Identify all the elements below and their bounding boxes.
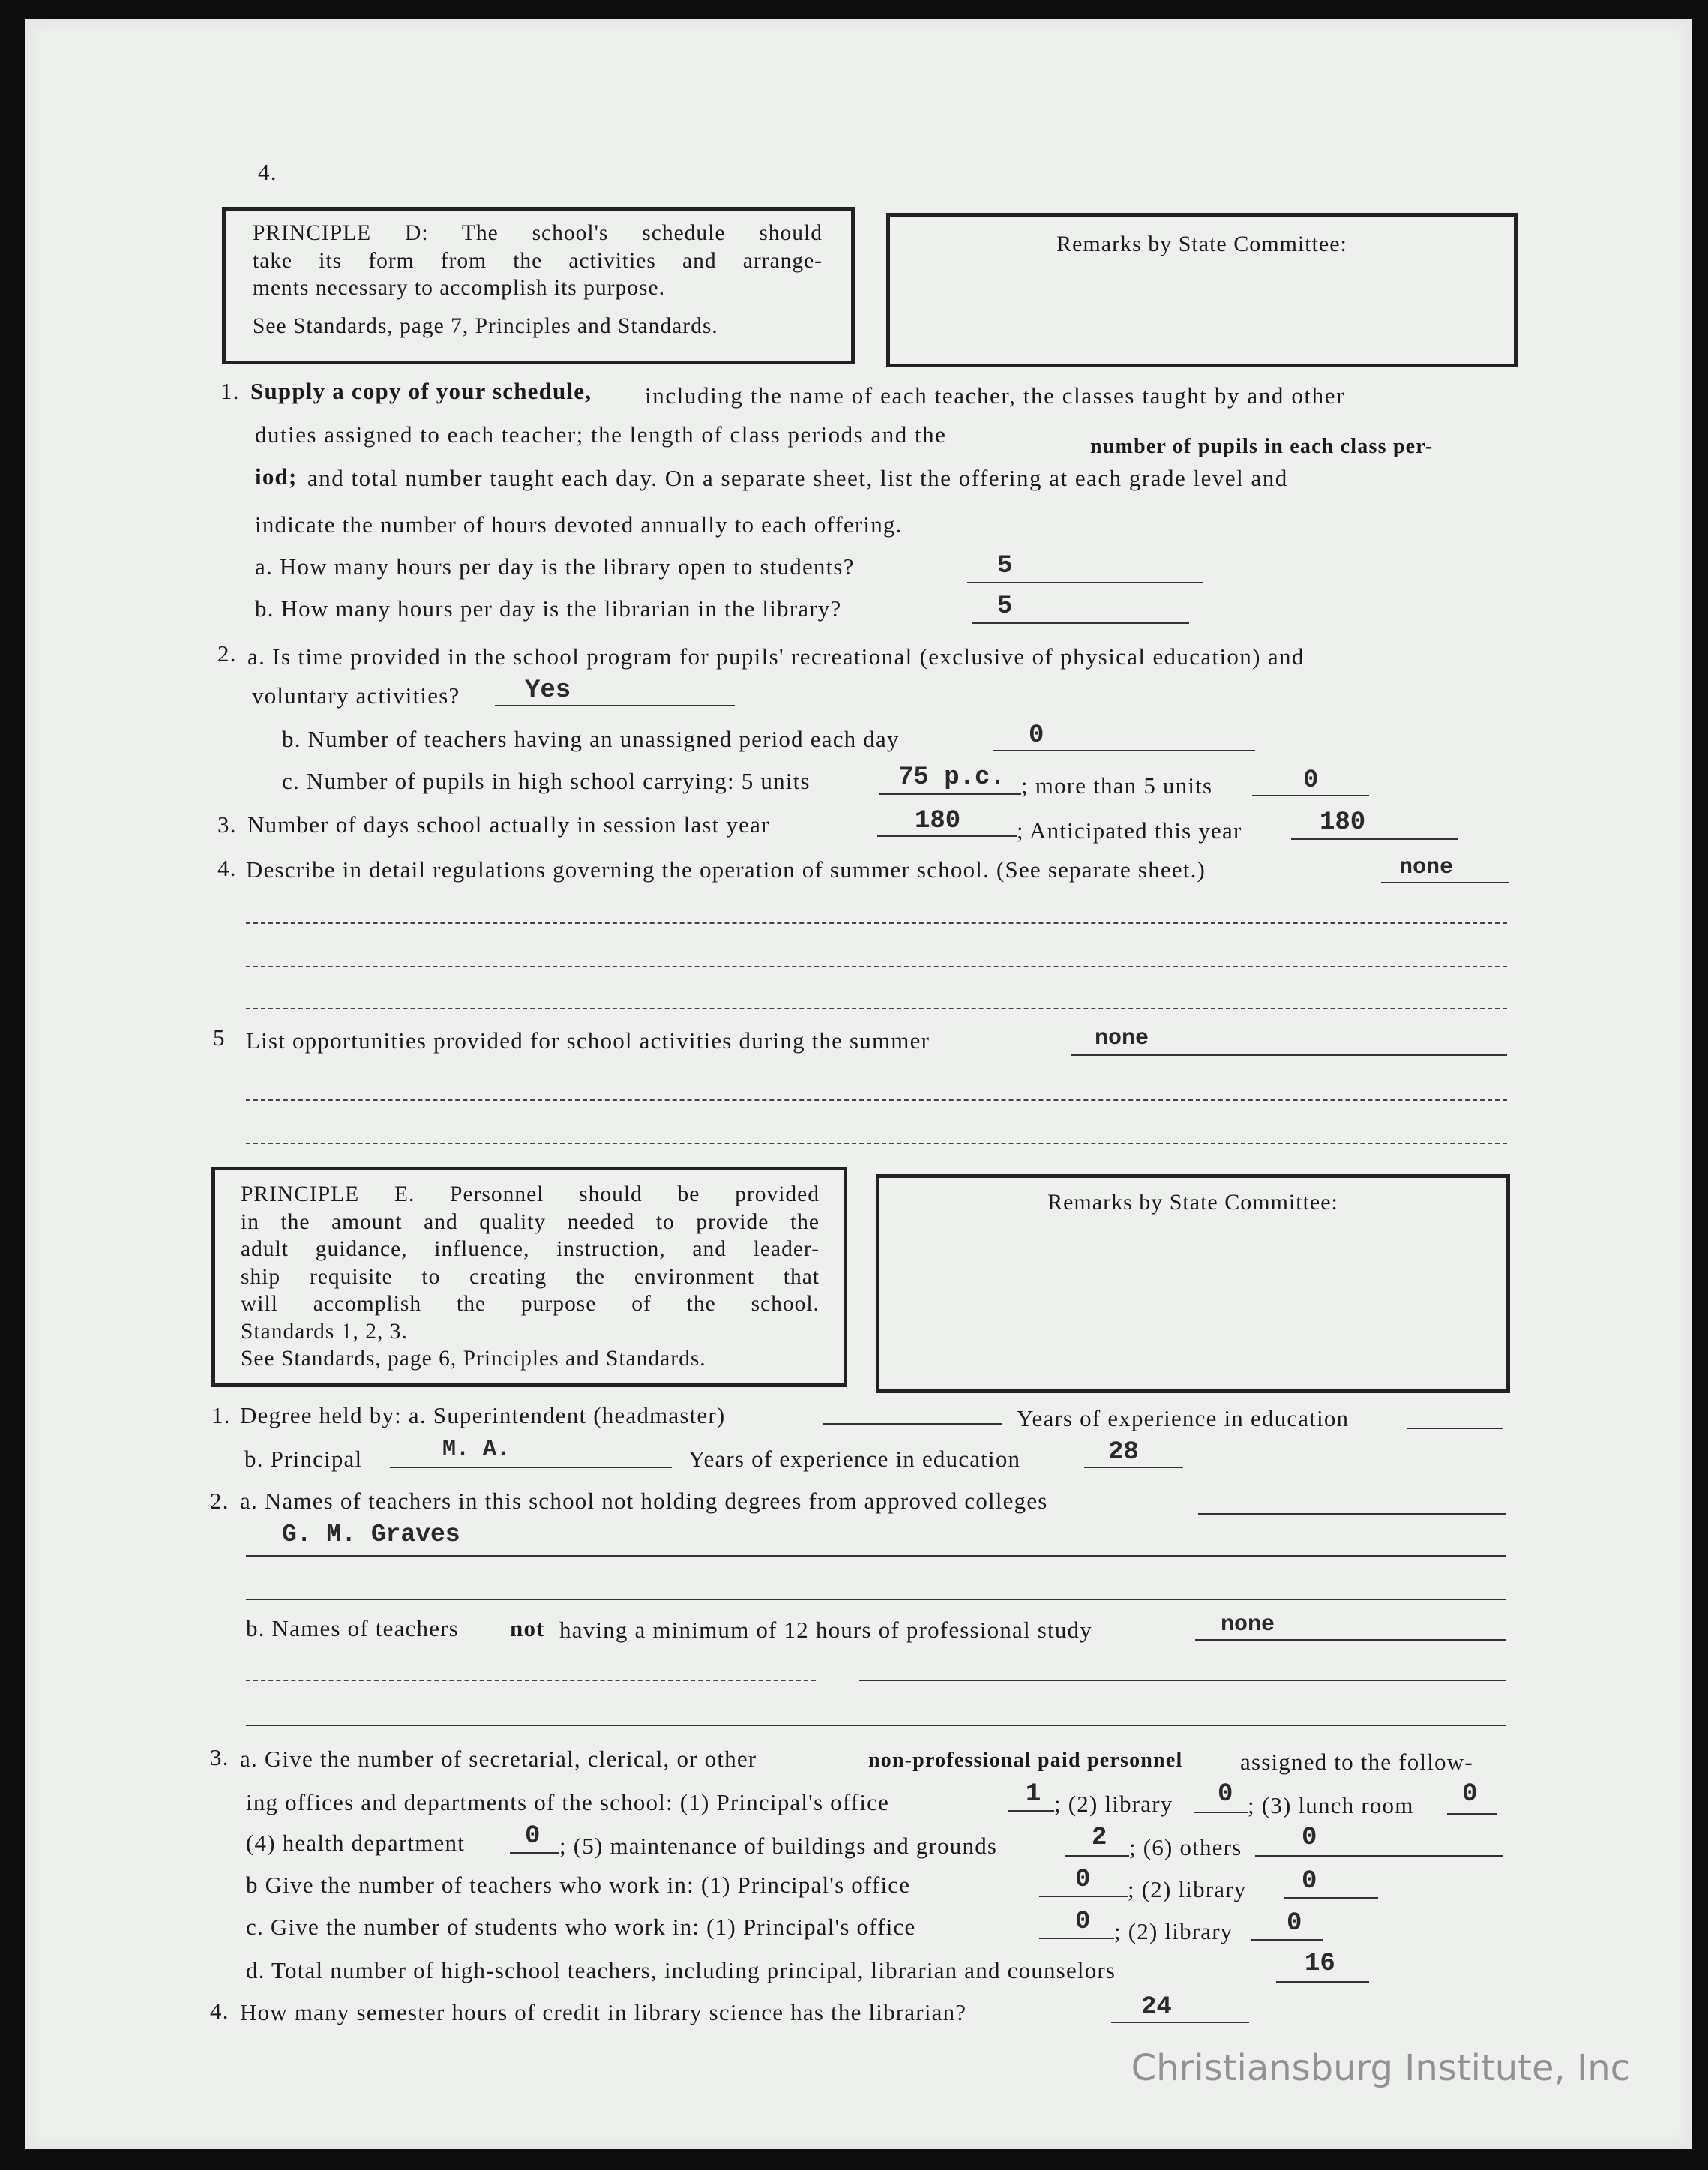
answer-line [246, 922, 1507, 924]
remarks-label: Remarks by State Committee: [1047, 1190, 1338, 1215]
e-q2a-answer[interactable]: G. M. Graves [282, 1521, 460, 1548]
remarks-box-e [876, 1174, 1510, 1393]
q1a-label: a. How many hours per day is the library open to students? [255, 553, 855, 580]
answer-line [1276, 1981, 1369, 1983]
e-q1b-years-label: Years of experience in education [688, 1446, 1021, 1472]
answer-line [972, 622, 1189, 624]
question-number: 2. [217, 640, 237, 667]
q1a-answer[interactable]: 5 [997, 552, 1013, 580]
q2c-answer-more-units[interactable]: 0 [1303, 766, 1319, 795]
answer-line [1111, 2022, 1249, 2023]
principle-e-box [211, 1167, 847, 1387]
watermark: Christiansburg Institute, Inc [1131, 2047, 1630, 2089]
e-q2b-label-rest: having a minimum of 12 hours of professional study [559, 1617, 1092, 1643]
q2a-answer[interactable]: Yes [525, 676, 571, 705]
page-number: 4. [258, 159, 277, 185]
answer-line [1039, 1938, 1114, 1939]
e-q1b-degree[interactable]: M. A. [442, 1437, 511, 1462]
q3-anticipated-label: ; Anticipated this year [1017, 817, 1242, 844]
principle-d-line: See Standards, page 7, Principles and Standards. [253, 313, 718, 338]
e-q3a-label-start: a. Give the number of secretarial, clerical, or other [240, 1746, 757, 1772]
answer-line [246, 1143, 1507, 1144]
e-q4-label: How many semester hours of credit in library science has the librarian? [240, 1999, 967, 2025]
e-q4-answer[interactable]: 24 [1141, 1993, 1172, 2022]
e-q3b-principal[interactable]: 0 [1075, 1866, 1091, 1894]
q2c-answer-5-units[interactable]: 75 p.c. [898, 763, 1005, 792]
q4-label: Describe in detail regulations governing the operation of summer school. (See separate sheet.) [246, 856, 1206, 883]
q3-label: Number of days school actually in session last year [247, 811, 770, 838]
answer-line [1198, 1513, 1506, 1515]
answer-line [246, 1555, 1506, 1557]
e-q3a-health-label: (4) health department [246, 1830, 466, 1856]
principle-e-line: Standards 1, 2, 3. [241, 1319, 408, 1344]
q5-label: List opportunities provided for school activities during the summer [246, 1027, 930, 1054]
answer-line [246, 1099, 1507, 1101]
question-number: 3. [210, 1744, 229, 1770]
answer-line [246, 1725, 1506, 1726]
question-number: 2. [210, 1488, 229, 1514]
e-q3b-library[interactable]: 0 [1302, 1867, 1317, 1896]
q5-answer[interactable]: none [1095, 1026, 1149, 1051]
answer-line [1084, 1467, 1183, 1468]
answer-line [246, 1008, 1507, 1009]
e-q3a-maintenance-label: ; (5) maintenance of buildings and grounds [559, 1833, 998, 1859]
answer-line [1284, 1897, 1378, 1899]
q3-answer-last-year[interactable]: 180 [915, 807, 961, 835]
e-q3a-principal-office[interactable]: 1 [1026, 1780, 1041, 1809]
answer-line [1251, 1939, 1323, 1941]
question-number: 4. [210, 1998, 229, 2024]
q2b-answer[interactable]: 0 [1029, 721, 1044, 750]
e-q3c-label: c. Give the number of students who work in: (1) Principal's office [246, 1914, 916, 1940]
question-number: 3. [217, 811, 237, 838]
e-q1b-years[interactable]: 28 [1108, 1438, 1139, 1467]
q1b-label: b. How many hours per day is the librarian in the library? [255, 595, 842, 622]
principle-d-line: take its form from the activities and arrange- [253, 248, 823, 273]
question-text: duties assigned to each teacher; the length of class periods and the [255, 421, 947, 448]
e-q3c-library-label: ; (2) library [1114, 1918, 1233, 1944]
answer-line [1407, 1428, 1503, 1429]
principle-e-line: See Standards, page 6, Principles and Standards. [241, 1347, 706, 1371]
remarks-box-d [886, 213, 1518, 367]
principle-e-line: in the amount and quality needed to provide the [241, 1209, 820, 1234]
e-q3a-label-bold: non-professional paid personnel [868, 1749, 1183, 1772]
e-q3a-maintenance[interactable]: 2 [1092, 1824, 1107, 1852]
answer-line [967, 582, 1203, 583]
e-q1a-label: Degree held by: a. Superintendent (headmaster) [240, 1402, 726, 1428]
answer-line [993, 750, 1255, 751]
e-q1b-label: b. Principal [244, 1446, 363, 1472]
e-q1a-years-label: Years of experience in education [1017, 1405, 1350, 1431]
answer-line [1071, 1054, 1507, 1056]
e-q3a-label-end: assigned to the follow- [1240, 1749, 1473, 1775]
e-q2b-label-start: b. Names of teachers [246, 1615, 459, 1641]
principle-e-line: will accomplish the purpose of the school. [241, 1292, 820, 1316]
q2c-more-label: ; more than 5 units [1021, 772, 1213, 799]
principle-e-line: adult guidance, influence, instruction, and leader- [241, 1237, 820, 1261]
question-number: 1. [220, 378, 240, 404]
answer-line [1195, 1639, 1506, 1641]
e-q2a-label: a. Names of teachers in this school not holding degrees from approved colleges [240, 1488, 1048, 1514]
principle-e-line: PRINCIPLE E. Personnel should be provided [241, 1182, 820, 1206]
e-q3b-label: b Give the number of teachers who work in: (1) Principal's office [246, 1872, 911, 1898]
answer-line [1252, 795, 1369, 796]
question-number: 1. [211, 1402, 231, 1428]
e-q3c-principal[interactable]: 0 [1075, 1908, 1091, 1936]
e-q3b-library-label: ; (2) library [1128, 1876, 1247, 1902]
question-bold-text: number of pupils in each class per- [1090, 435, 1434, 458]
question-number: 4. [217, 855, 237, 881]
e-q2b-answer[interactable]: none [1221, 1612, 1275, 1638]
question-text: including the name of each teacher, the classes taught by and other [645, 382, 1346, 409]
answer-line [510, 1852, 559, 1854]
e-q3a-lunch-label: ; (3) lunch room [1248, 1792, 1414, 1818]
question-text: indicate the number of hours devoted annually to each offering. [255, 511, 903, 538]
answer-line [879, 793, 1021, 795]
answer-line [1039, 1896, 1128, 1897]
e-q3a-line2-label: ing offices and departments of the school: (1) Principal's office [246, 1789, 890, 1815]
answer-line [495, 705, 735, 706]
e-q3a-others[interactable]: 0 [1302, 1824, 1317, 1852]
e-q2b-label-bold: not [510, 1615, 545, 1641]
answer-line [877, 835, 1017, 837]
e-q3a-lunch-room[interactable]: 0 [1462, 1780, 1478, 1809]
answer-line [823, 1423, 1002, 1425]
answer-line [1255, 1855, 1503, 1857]
principle-e-line: ship requisite to creating the environment that [241, 1264, 820, 1289]
q1b-answer[interactable]: 5 [997, 592, 1013, 621]
question-bold-text: iod; [255, 463, 298, 490]
answer-line [1291, 838, 1458, 840]
answer-line [1447, 1813, 1497, 1815]
answer-line [390, 1467, 672, 1468]
q2b-label: b. Number of teachers having an unassigned period each day [282, 726, 900, 752]
answer-line [246, 1599, 1506, 1600]
answer-line [1065, 1855, 1129, 1857]
e-q3a-library[interactable]: 0 [1218, 1780, 1233, 1809]
principle-d-line: ments necessary to accomplish its purpose. [253, 276, 665, 300]
q4-answer[interactable]: none [1399, 855, 1454, 880]
question-number: 5 [213, 1024, 226, 1051]
q2a-label: a. Is time provided in the school program for pupils' recreational (exclusive of physical education) and [247, 643, 1305, 670]
principle-d-box [222, 207, 855, 364]
q2c-label: c. Number of pupils in high school carrying: 5 units [282, 768, 811, 794]
e-q3a-others-label: ; (6) others [1129, 1834, 1242, 1860]
answer-line [1008, 1810, 1054, 1812]
e-q3a-library-label: ; (2) library [1054, 1791, 1173, 1817]
remarks-label: Remarks by State Committee: [1056, 232, 1347, 256]
answer-line [246, 966, 1507, 967]
answer-line [1381, 882, 1509, 883]
e-q3d-answer[interactable]: 16 [1305, 1950, 1335, 1978]
answer-line [859, 1680, 1506, 1681]
e-q3d-label: d. Total number of high-school teachers, including principal, librarian and counselors [246, 1957, 1116, 1983]
q3-answer-this-year[interactable]: 180 [1320, 808, 1366, 837]
answer-line [246, 1680, 816, 1681]
principle-d-line: PRINCIPLE D: The school's schedule should [253, 221, 823, 245]
answer-line [1194, 1812, 1248, 1813]
question-text: and total number taught each day. On a separate sheet, list the offering at each grade level and [307, 465, 1288, 491]
e-q3a-health[interactable]: 0 [525, 1822, 541, 1851]
q2a-label-cont: voluntary activities? [252, 682, 460, 709]
question-bold-lead: Supply a copy of your schedule, [250, 378, 592, 404]
e-q3c-library[interactable]: 0 [1287, 1909, 1302, 1938]
